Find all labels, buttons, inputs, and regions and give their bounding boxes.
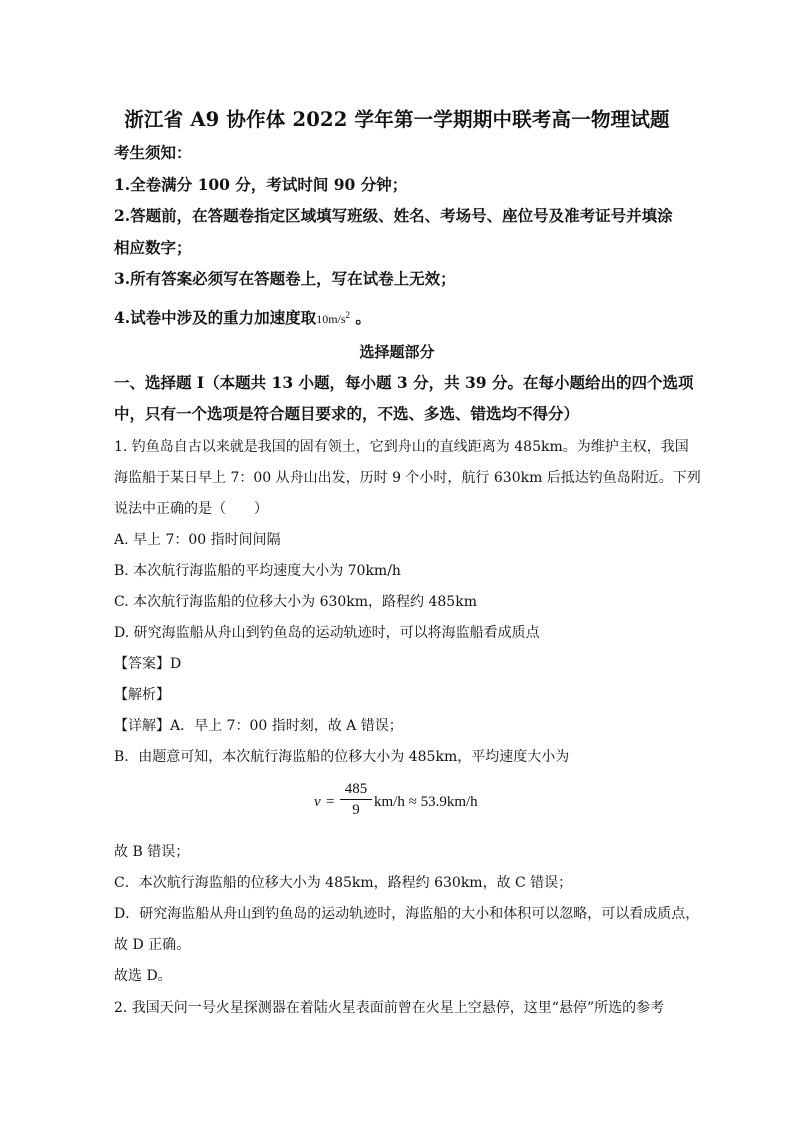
question-1-option-c: C. 本次航行海监船的位移大小为 630km，路程约 485km	[114, 594, 477, 610]
question-2-stem-line-1: 2. 我国天问一号火星探测器在着陆火星表面前曾在火星上空悬停，这里“悬停”所选的参考	[114, 1000, 665, 1016]
formula-numerator: 485	[344, 781, 368, 797]
question-1-option-a: A. 早上 7：00 指时间间隔	[114, 532, 281, 548]
notice-item-2-line-2: 相应数字；	[114, 238, 192, 257]
question-1-option-b: B. 本次航行海监船的平均速度大小为 70km/h	[114, 563, 401, 579]
formula-denominator: 9	[352, 802, 360, 818]
notice-item-3: 3.所有答案必须写在答题卷上，写在试卷上无效；	[114, 269, 456, 288]
notice-item-4: 4.试卷中涉及的重力加速度取$10m/s^2$ 。	[114, 308, 371, 327]
answer-label: 【答案】D	[114, 656, 182, 672]
section-heading-line-1: 一、选择题 I（本题共 13 小题，每小题 3 分，共 39 分。在每小题给出的四个选项	[114, 373, 694, 392]
analysis-label: 【解析】	[114, 687, 170, 703]
gravity-value: $10m/s^2$	[316, 310, 351, 326]
final-choice: 故选 D。	[114, 968, 172, 984]
detail-d-line-2: 故 D 正确。	[114, 937, 191, 953]
part-title: 选择题部分	[359, 343, 435, 361]
notice-heading: 考生须知：	[114, 143, 192, 162]
detail-a: 【详解】A．早上 7：00 指时刻，故 A 错误；	[114, 718, 403, 734]
question-1-stem-line-2: 海监船于某日早上 7：00 从舟山出发，历时 9 个小时，航行 630km 后抵达钓鱼岛附近。下列	[114, 470, 701, 486]
question-1-stem-line-1: 1. 钓鱼岛自古以来就是我国的固有领土，它到舟山的直线距离为 485km。为维护主权，我国	[114, 439, 689, 455]
formula-fraction	[340, 780, 372, 819]
formula-result: km/h ≈ 53.9km/h	[374, 794, 478, 810]
notice-item-1: 1.全卷满分 100 分，考试时间 90 分钟；	[114, 175, 408, 194]
fraction-bar	[340, 799, 372, 800]
detail-b: B．由题意可知，本次航行海监船的位移大小为 485km，平均速度大小为	[114, 749, 570, 765]
question-1-stem-line-3: 说法中正确的是（ ）	[114, 501, 268, 517]
detail-d-line-1: D．研究海监船从舟山到钓鱼岛的运动轨迹时，海监船的大小和体积可以忽略，可以看成质点，	[114, 906, 700, 922]
formula-equals: =	[326, 794, 335, 810]
section-heading-line-2: 中，只有一个选项是符合题目要求的，不选、多选、错选均不得分）	[114, 404, 580, 423]
page-title: 浙江省 A9 协作体 2022 学年第一学期期中联考高一物理试题	[124, 108, 670, 131]
b-conclusion: 故 B 错误；	[114, 844, 190, 860]
notice-item-2-line-1: 2.答题前，在答题卷指定区域填写班级、姓名、考场号、座位号及准考证号并填涂	[114, 206, 673, 225]
formula-variable: v	[314, 794, 321, 810]
detail-c: C．本次航行海监船的位移大小为 485km，路程约 630km，故 C 错误；	[114, 875, 573, 891]
question-1-option-d: D. 研究海监船从舟山到钓鱼岛的运动轨迹时，可以将海监船看成质点	[114, 625, 540, 641]
